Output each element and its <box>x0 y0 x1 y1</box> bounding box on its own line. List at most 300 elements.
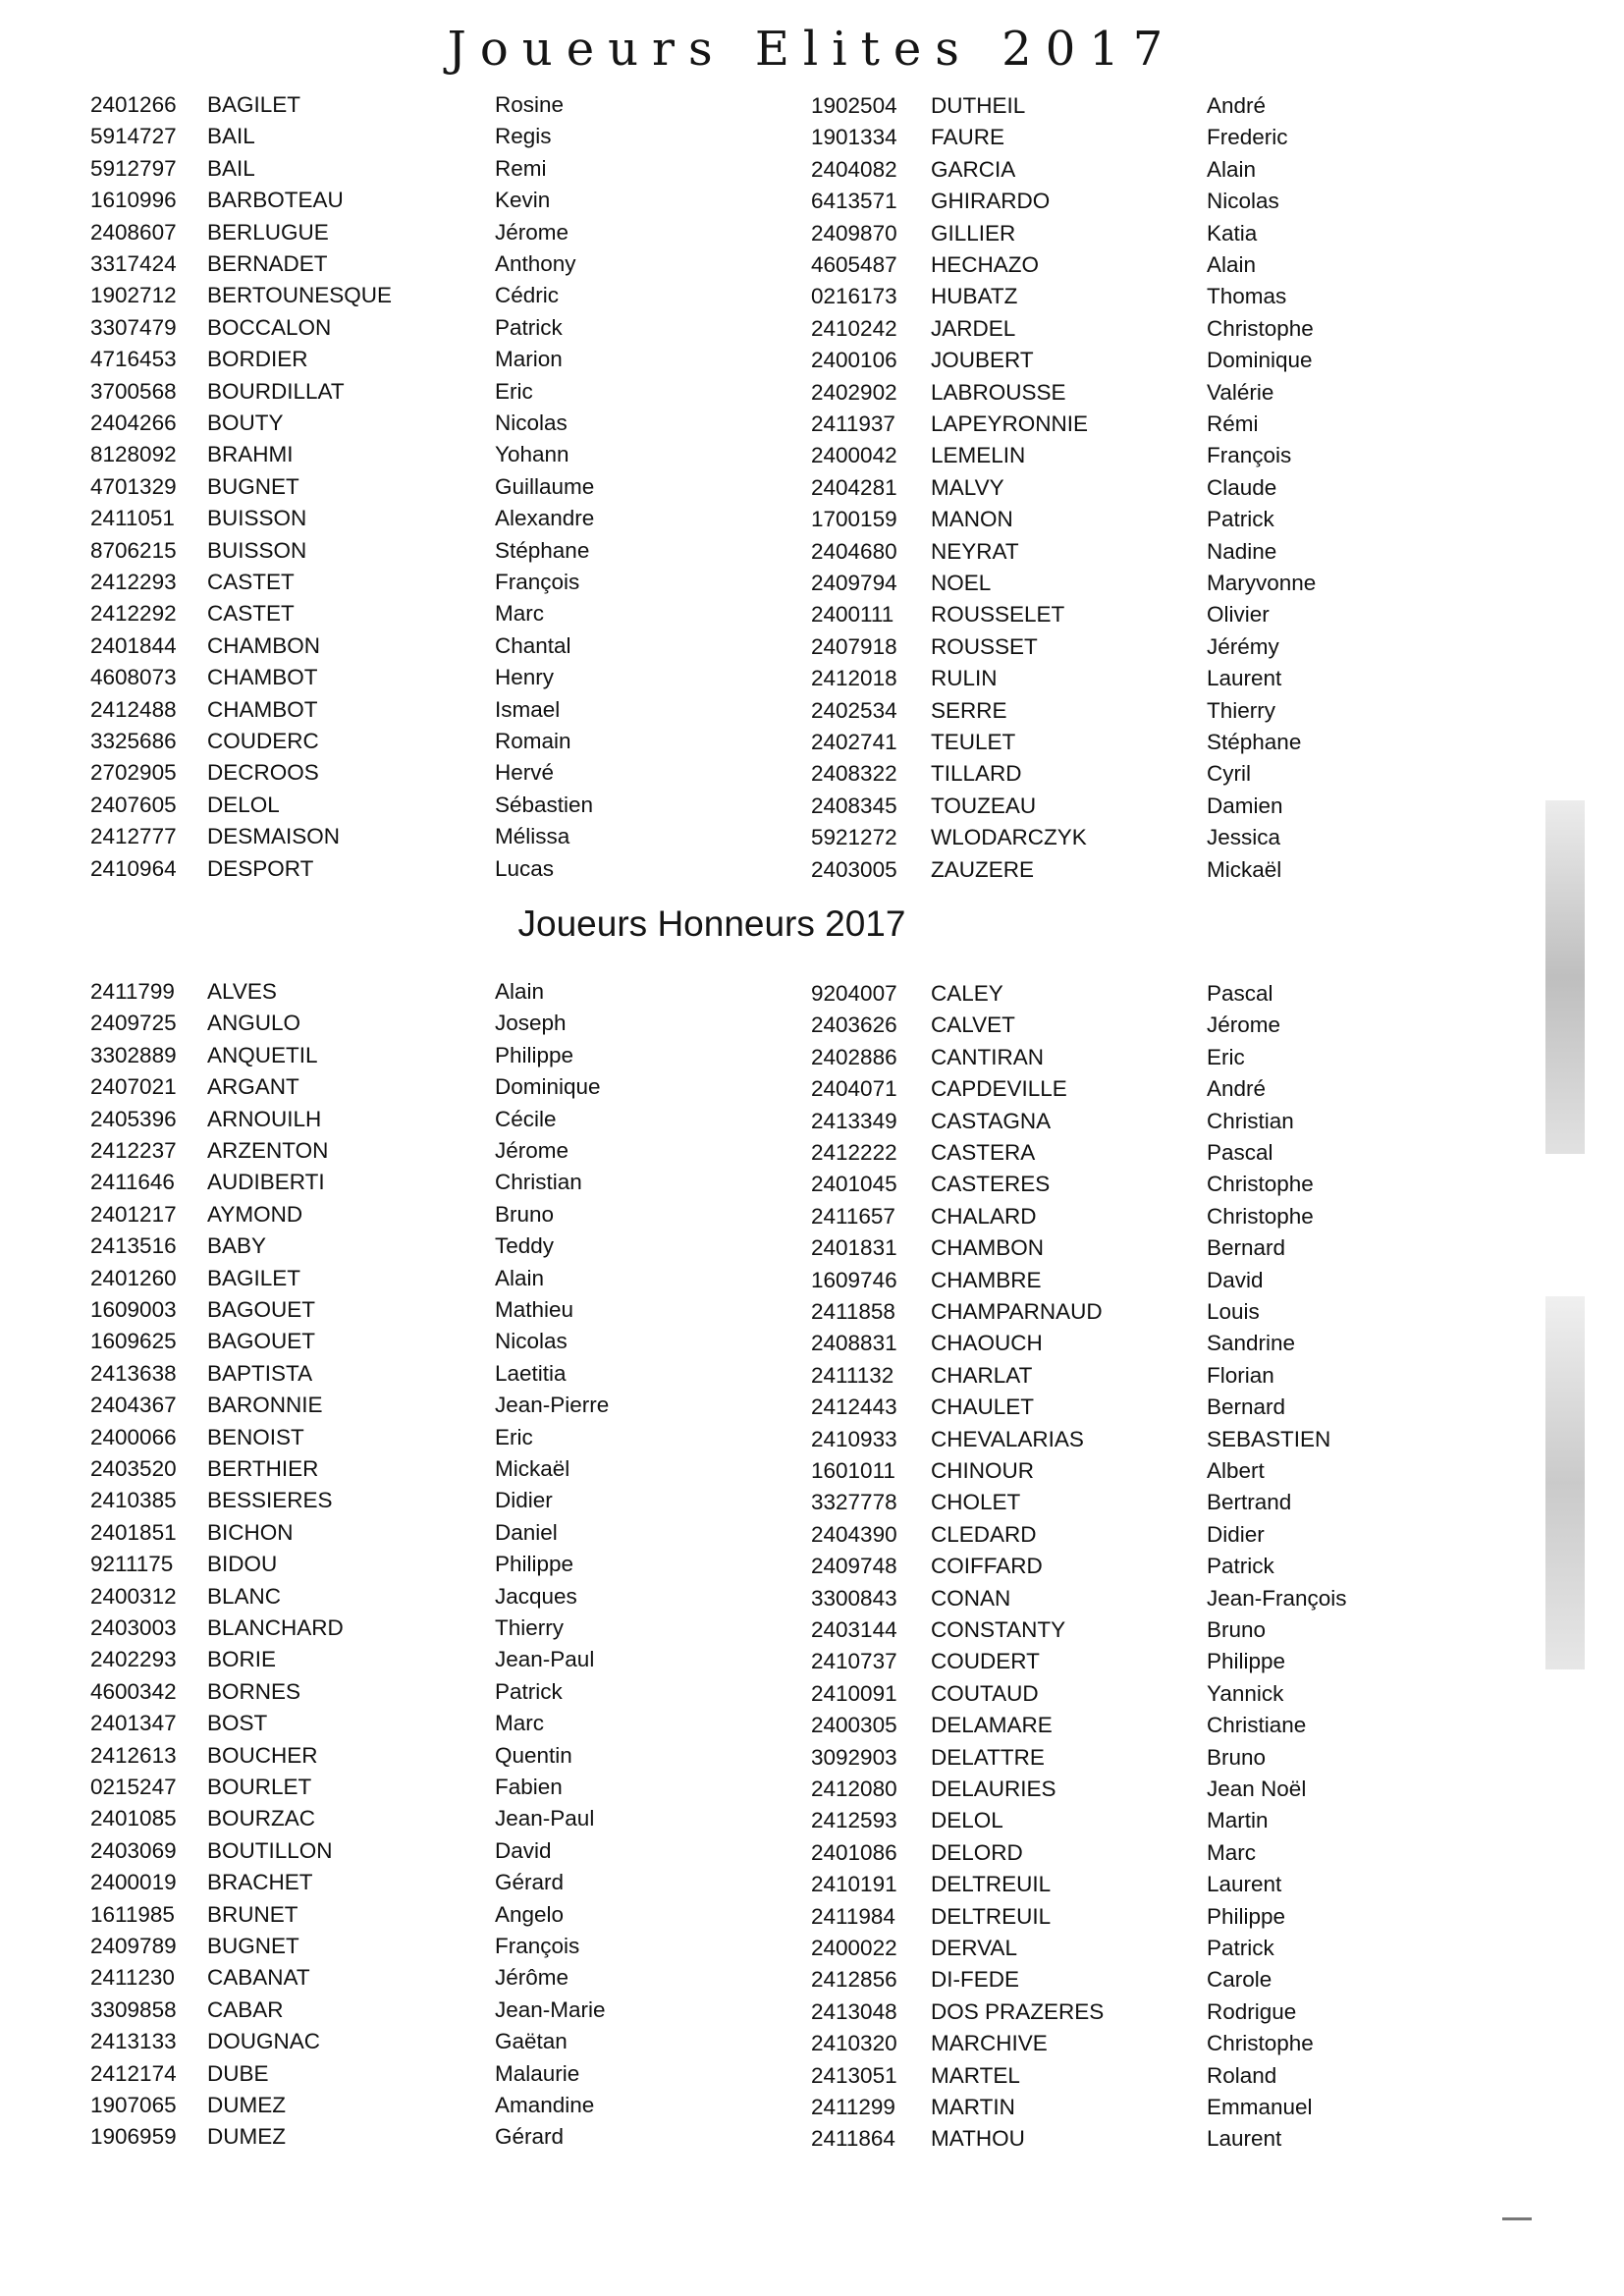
player-surname: BORDIER <box>207 347 308 372</box>
player-surname: MARCHIVE <box>931 2031 1048 2056</box>
player-id: 2407021 <box>90 1074 177 1100</box>
player-surname: ROUSSET <box>931 633 1038 659</box>
player-firstname: Damien <box>1207 793 1283 818</box>
player-id: 2413638 <box>90 1360 177 1386</box>
player-firstname: Bruno <box>495 1201 555 1227</box>
player-firstname: Katia <box>1207 220 1258 246</box>
player-surname: JARDEL <box>931 315 1016 341</box>
player-surname: CHEVALARIAS <box>931 1426 1084 1451</box>
player-firstname: Jean-Pierre <box>495 1393 610 1418</box>
player-id: 2412856 <box>811 1967 897 1993</box>
player-surname: CHAMPARNAUD <box>931 1299 1103 1324</box>
player-surname: DELAMARE <box>931 1713 1053 1738</box>
player-id: 2412593 <box>811 1808 897 1833</box>
player-surname: BAGOUET <box>207 1297 316 1322</box>
player-firstname: SEBASTIEN <box>1207 1426 1331 1451</box>
player-surname: HECHAZO <box>931 252 1040 277</box>
player-firstname: Joseph <box>495 1011 567 1036</box>
player-id: 2411051 <box>90 506 175 531</box>
player-id: 2413051 <box>811 2062 897 2088</box>
player-firstname: Marc <box>1207 1839 1256 1865</box>
player-firstname: David <box>495 1837 552 1863</box>
player-id: 2404390 <box>811 1521 897 1547</box>
player-surname: DESPORT <box>207 855 314 881</box>
player-id: 2402741 <box>811 730 897 754</box>
player-id: 2412777 <box>90 824 177 849</box>
player-firstname: Gaëtan <box>495 2029 568 2054</box>
player-surname: BARBOTEAU <box>207 188 344 213</box>
player-firstname: Jérôme <box>495 1965 569 1991</box>
player-firstname: Chantal <box>495 632 571 658</box>
player-surname: COUDERC <box>207 729 319 753</box>
player-surname: BUISSON <box>207 506 307 531</box>
player-firstname: Remi <box>495 155 547 181</box>
player-firstname: Laetitia <box>495 1360 567 1386</box>
player-id: 2404266 <box>90 410 177 435</box>
player-firstname: Albert <box>1207 1458 1265 1483</box>
player-surname: DECROOS <box>207 760 319 786</box>
player-surname: CONAN <box>931 1585 1011 1611</box>
player-id: 2412488 <box>90 696 177 722</box>
player-id: 2412174 <box>90 2060 177 2086</box>
player-id: 2412443 <box>811 1394 897 1420</box>
player-surname: BOUCHER <box>207 1742 318 1768</box>
player-firstname: Kevin <box>495 188 551 213</box>
player-id: 2412613 <box>90 1742 177 1768</box>
player-surname: BRACHET <box>207 1870 313 1895</box>
player-surname: COIFFARD <box>931 1554 1043 1579</box>
player-firstname: Philippe <box>1207 1649 1286 1674</box>
player-firstname: Thomas <box>1207 284 1287 309</box>
player-firstname: Yohann <box>495 442 569 467</box>
player-surname: MANON <box>931 507 1013 532</box>
player-firstname: Bruno <box>1207 1617 1267 1642</box>
player-firstname: Eric <box>495 1424 533 1449</box>
player-firstname: Teddy <box>495 1233 555 1259</box>
player-surname: TILLARD <box>931 761 1022 787</box>
player-id: 2400312 <box>90 1583 177 1609</box>
player-id: 2405396 <box>90 1106 177 1131</box>
player-id: 5914727 <box>90 124 177 149</box>
player-surname: BLANC <box>207 1583 282 1609</box>
player-id: 2413048 <box>811 1998 897 2024</box>
player-firstname: Patrick <box>1207 1554 1274 1579</box>
player-surname: BOCCALON <box>207 314 332 340</box>
player-surname: BORIE <box>207 1647 277 1672</box>
player-surname: COUDERT <box>931 1649 1040 1674</box>
player-firstname: Mickaël <box>495 1456 570 1481</box>
player-surname: TEULET <box>931 730 1016 754</box>
player-surname: RULIN <box>931 666 998 691</box>
player-id: 2401217 <box>90 1201 177 1227</box>
player-firstname: André <box>1207 93 1267 118</box>
player-id: 0215247 <box>90 1775 177 1799</box>
player-id: 2403144 <box>811 1617 897 1642</box>
player-surname: BOUTILLON <box>207 1837 333 1863</box>
player-id: 2412237 <box>90 1138 177 1163</box>
player-surname: CONSTANTY <box>931 1617 1066 1642</box>
player-firstname: Carole <box>1207 1967 1272 1993</box>
player-surname: COUTAUD <box>931 1680 1039 1706</box>
player-surname: NEYRAT <box>931 538 1019 564</box>
player-surname: CHINOUR <box>931 1458 1034 1483</box>
player-id: 2411984 <box>811 1903 895 1929</box>
player-id: 2411799 <box>90 979 175 1004</box>
player-firstname: Laurent <box>1207 666 1282 691</box>
player-id: 2404071 <box>811 1076 897 1102</box>
player-surname: CHARLAT <box>931 1362 1033 1388</box>
player-surname: CABAR <box>207 1996 284 2022</box>
player-firstname: Patrick <box>495 314 563 340</box>
player-firstname: Jean-Marie <box>495 1996 606 2022</box>
player-firstname: Philippe <box>495 1552 574 1577</box>
player-surname: DOUGNAC <box>207 2029 321 2054</box>
player-firstname: Alexandre <box>495 506 595 531</box>
player-id: 1906959 <box>90 2124 177 2150</box>
player-id: 2408345 <box>811 793 897 818</box>
player-firstname: Philippe <box>1207 1903 1286 1929</box>
player-firstname: Didier <box>1207 1521 1265 1547</box>
player-firstname: Rémi <box>1207 411 1259 436</box>
player-surname: GILLIER <box>931 220 1016 246</box>
player-id: 1601011 <box>811 1458 895 1483</box>
player-surname: SERRE <box>931 697 1007 723</box>
player-firstname: Bernard <box>1207 1235 1286 1261</box>
player-surname: ARGANT <box>207 1074 299 1100</box>
player-id: 2403003 <box>90 1615 177 1640</box>
player-id: 2410191 <box>811 1872 897 1897</box>
player-firstname: Alain <box>495 1265 545 1290</box>
player-firstname: Thierry <box>1207 697 1276 723</box>
player-firstname: Nicolas <box>495 410 568 435</box>
player-surname: DUBE <box>207 2060 269 2086</box>
player-surname: CHALARD <box>931 1203 1037 1229</box>
player-surname: BENOIST <box>207 1424 304 1449</box>
player-surname: MALVY <box>931 474 1004 500</box>
player-id: 2400106 <box>811 348 897 373</box>
player-id: 1902504 <box>811 93 897 118</box>
player-id: 2401085 <box>90 1806 177 1831</box>
player-surname: ALVES <box>207 979 277 1004</box>
player-id: 2402902 <box>811 379 897 405</box>
player-id: 2412018 <box>811 666 897 691</box>
player-firstname: François <box>1207 443 1292 468</box>
player-surname: DUMEZ <box>207 2124 286 2150</box>
elites-right-table <box>811 91 1400 887</box>
player-surname: HUBATZ <box>931 284 1018 309</box>
player-firstname: Dominique <box>1207 348 1313 373</box>
player-surname: CHAMBON <box>207 632 321 658</box>
player-surname: BOURLET <box>207 1775 312 1799</box>
player-id: 2401347 <box>90 1711 177 1736</box>
player-id: 2410737 <box>811 1649 897 1674</box>
player-id: 2702905 <box>90 760 177 786</box>
player-id: 2409725 <box>90 1011 177 1036</box>
player-firstname: Lucas <box>495 855 555 881</box>
player-firstname: Roland <box>1207 2062 1277 2088</box>
player-id: 2400042 <box>811 443 897 468</box>
player-id: 2402293 <box>90 1647 177 1672</box>
player-id: 2409789 <box>90 1934 177 1958</box>
player-firstname: Cécile <box>495 1106 557 1131</box>
player-surname: ROUSSELET <box>931 602 1065 628</box>
player-id: 2410320 <box>811 2031 897 2056</box>
player-id: 2401851 <box>90 1519 177 1545</box>
player-firstname: Anthony <box>495 251 576 276</box>
player-firstname: Olivier <box>1207 602 1270 628</box>
player-id: 2412292 <box>90 601 177 627</box>
player-id: 3300843 <box>811 1585 897 1611</box>
player-surname: GHIRARDO <box>931 189 1051 214</box>
player-surname: FAURE <box>931 125 1005 150</box>
player-id: 2407918 <box>811 633 897 659</box>
player-surname: CHAMBON <box>931 1235 1045 1261</box>
player-id: 3317424 <box>90 251 177 276</box>
player-firstname: Martin <box>1207 1808 1269 1833</box>
player-firstname: Ismael <box>495 696 561 722</box>
player-surname: BIDOU <box>207 1552 278 1577</box>
player-surname: CANTIRAN <box>931 1044 1045 1069</box>
player-surname: DUTHEIL <box>931 93 1026 118</box>
player-surname: CASTET <box>207 601 295 627</box>
player-surname: BERNADET <box>207 251 328 276</box>
player-surname: LAPEYRONNIE <box>931 411 1089 436</box>
player-firstname: Frederic <box>1207 125 1288 150</box>
player-firstname: Nadine <box>1207 538 1277 564</box>
player-firstname: Sandrine <box>1207 1331 1296 1356</box>
player-surname: DELTREUIL <box>931 1903 1052 1929</box>
player-firstname: Bruno <box>1207 1744 1267 1770</box>
player-id: 2413516 <box>90 1233 177 1259</box>
player-firstname: Regis <box>495 124 552 149</box>
player-surname: BOURDILLAT <box>207 378 345 404</box>
player-surname: CHAOUCH <box>931 1331 1043 1356</box>
player-firstname: Alain <box>1207 252 1257 277</box>
player-surname: CHAMBOT <box>207 665 318 690</box>
player-id: 4608073 <box>90 665 177 690</box>
player-surname: ZAUZERE <box>931 856 1035 882</box>
player-firstname: Patrick <box>1207 1936 1274 1960</box>
player-id: 1611985 <box>90 1901 175 1927</box>
player-id: 2410933 <box>811 1426 897 1451</box>
player-id: 2401831 <box>811 1235 897 1261</box>
player-id: 2404281 <box>811 474 897 500</box>
player-surname: CHAULET <box>931 1394 1035 1420</box>
player-surname: DELOL <box>207 792 280 817</box>
player-id: 9204007 <box>811 981 897 1006</box>
player-firstname: François <box>495 570 580 594</box>
player-id: 2413349 <box>811 1108 897 1133</box>
player-firstname: Alain <box>1207 156 1257 182</box>
player-surname: DELAURIES <box>931 1777 1056 1801</box>
player-id: 1610996 <box>90 188 177 213</box>
player-id: 1700159 <box>811 507 897 532</box>
player-id: 2411230 <box>90 1965 175 1991</box>
player-id: 2401266 <box>90 92 177 117</box>
player-surname: ARZENTON <box>207 1138 329 1163</box>
elites-left-table <box>90 90 679 886</box>
player-id: 6413571 <box>811 189 897 214</box>
player-id: 2408607 <box>90 219 177 245</box>
player-id: 2412080 <box>811 1777 897 1801</box>
player-id: 2411858 <box>811 1299 895 1324</box>
player-surname: DERVAL <box>931 1936 1017 1960</box>
player-id: 2403069 <box>90 1837 177 1863</box>
player-surname: WLODARCZYK <box>931 825 1087 850</box>
player-id: 1609625 <box>90 1329 177 1354</box>
player-id: 2401086 <box>811 1839 897 1865</box>
player-surname: BAIL <box>207 124 255 149</box>
player-surname: CAPDEVILLE <box>931 1076 1067 1102</box>
player-surname: CABANAT <box>207 1965 310 1991</box>
player-firstname: Angelo <box>495 1901 565 1927</box>
player-firstname: Philippe <box>495 1042 574 1067</box>
player-firstname: Bertrand <box>1207 1490 1292 1515</box>
elites-title: Joueurs Elites 2017 <box>447 22 1177 77</box>
player-id: 2409794 <box>811 571 897 595</box>
player-surname: AYMOND <box>207 1201 303 1227</box>
player-id: 2411657 <box>811 1203 895 1229</box>
player-surname: ANQUETIL <box>207 1042 318 1067</box>
player-id: 5912797 <box>90 155 177 181</box>
honneurs-title: Joueurs Honneurs 2017 <box>517 903 906 944</box>
player-id: 2404367 <box>90 1393 177 1418</box>
player-firstname: Christophe <box>1207 1203 1314 1229</box>
player-firstname: Didier <box>495 1488 553 1513</box>
player-firstname: Florian <box>1207 1362 1274 1388</box>
player-firstname: François <box>495 1934 580 1958</box>
player-id: 5921272 <box>811 825 897 850</box>
player-surname: DELORD <box>931 1839 1023 1865</box>
player-firstname: Christiane <box>1207 1713 1307 1738</box>
player-firstname: Cyril <box>1207 761 1251 787</box>
player-id: 2404082 <box>811 156 897 182</box>
player-surname: BRUNET <box>207 1901 298 1927</box>
player-firstname: Jean-François <box>1207 1585 1347 1611</box>
player-surname: BAGOUET <box>207 1329 316 1354</box>
player-firstname: Eric <box>495 378 533 404</box>
player-id: 2412222 <box>811 1140 897 1165</box>
player-firstname: Nicolas <box>1207 189 1279 214</box>
player-id: 4600342 <box>90 1678 177 1704</box>
player-firstname: Jérome <box>495 1138 569 1163</box>
player-id: 8128092 <box>90 442 177 467</box>
player-id: 3325686 <box>90 729 177 753</box>
player-firstname: Stéphane <box>495 537 590 563</box>
player-firstname: Jérémy <box>1207 633 1279 659</box>
player-firstname: Emmanuel <box>1207 2095 1313 2119</box>
player-firstname: Daniel <box>495 1519 558 1545</box>
player-firstname: Christophe <box>1207 315 1314 341</box>
honneurs-left-table <box>90 977 679 2156</box>
player-id: 1609003 <box>90 1297 177 1322</box>
player-firstname: Hervé <box>495 760 555 786</box>
player-surname: BESSIERES <box>207 1488 333 1513</box>
player-surname: MATHOU <box>931 2126 1025 2152</box>
player-id: 2408322 <box>811 761 897 787</box>
player-surname: BERTHIER <box>207 1456 319 1481</box>
player-id: 2400019 <box>90 1870 177 1895</box>
player-surname: LEMELIN <box>931 443 1026 468</box>
player-firstname: Mickaël <box>1207 856 1282 882</box>
player-id: 2401260 <box>90 1265 177 1290</box>
player-id: 1907065 <box>90 2093 177 2117</box>
player-firstname: Mathieu <box>495 1297 574 1322</box>
player-id: 2400022 <box>811 1936 897 1960</box>
player-id: 2400305 <box>811 1713 897 1738</box>
player-firstname: Valérie <box>1207 379 1274 405</box>
player-surname: BORNES <box>207 1678 301 1704</box>
player-id: 2410964 <box>90 855 177 881</box>
player-firstname: Nicolas <box>495 1329 568 1354</box>
player-firstname: Quentin <box>495 1742 572 1768</box>
player-surname: MARTEL <box>931 2062 1020 2088</box>
player-surname: AUDIBERTI <box>207 1170 325 1195</box>
player-firstname: Christian <box>495 1170 582 1195</box>
player-id: 2413133 <box>90 2029 177 2054</box>
player-firstname: Sébastien <box>495 792 594 817</box>
player-id: 2409748 <box>811 1554 897 1579</box>
player-firstname: Christophe <box>1207 1172 1314 1197</box>
player-id: 1901334 <box>811 125 897 150</box>
player-id: 4605487 <box>811 252 897 277</box>
player-surname: BAGILET <box>207 1265 301 1290</box>
player-id: 2402886 <box>811 1044 897 1069</box>
player-surname: CASTET <box>207 570 295 594</box>
player-firstname: Maryvonne <box>1207 571 1317 595</box>
player-id: 2400111 <box>811 602 894 628</box>
player-firstname: Rodrigue <box>1207 1998 1297 2024</box>
player-id: 2411299 <box>811 2095 895 2119</box>
player-firstname: Amandine <box>495 2093 595 2117</box>
player-id: 4716453 <box>90 347 177 372</box>
player-id: 3700568 <box>90 378 177 404</box>
player-surname: JOUBERT <box>931 348 1034 373</box>
player-id: 2411132 <box>811 1362 894 1388</box>
player-firstname: Rosine <box>495 92 565 117</box>
player-id: 2401844 <box>90 632 177 658</box>
player-id: 1609746 <box>811 1267 897 1292</box>
scan-artifact-mark <box>1502 2217 1532 2220</box>
player-id: 2412293 <box>90 570 177 594</box>
player-firstname: Christian <box>1207 1108 1294 1133</box>
player-firstname: Gérard <box>495 2124 565 2150</box>
player-surname: DESMAISON <box>207 824 341 849</box>
player-firstname: Jean-Paul <box>495 1806 595 1831</box>
player-id: 0216173 <box>811 284 897 309</box>
player-id: 2409870 <box>811 220 897 246</box>
player-surname: DI-FEDE <box>931 1967 1019 1993</box>
player-firstname: Gérard <box>495 1870 565 1895</box>
player-firstname: Stéphane <box>1207 730 1302 754</box>
player-firstname: Marc <box>495 601 544 627</box>
player-surname: CASTAGNA <box>931 1108 1052 1133</box>
player-surname: BRAHMI <box>207 442 294 467</box>
scan-artifact-strip <box>1545 1296 1585 1669</box>
player-surname: DELATTRE <box>931 1744 1045 1770</box>
player-id: 2411937 <box>811 411 895 436</box>
player-id: 2403520 <box>90 1456 177 1481</box>
player-surname: BICHON <box>207 1519 294 1545</box>
player-firstname: Jérome <box>1207 1012 1281 1038</box>
player-surname: CALVET <box>931 1012 1015 1038</box>
player-id: 2410385 <box>90 1488 177 1513</box>
player-firstname: Pascal <box>1207 1140 1273 1165</box>
player-id: 8706215 <box>90 537 177 563</box>
player-surname: BARONNIE <box>207 1393 323 1418</box>
player-id: 3309858 <box>90 1996 177 2022</box>
player-firstname: Romain <box>495 729 571 753</box>
